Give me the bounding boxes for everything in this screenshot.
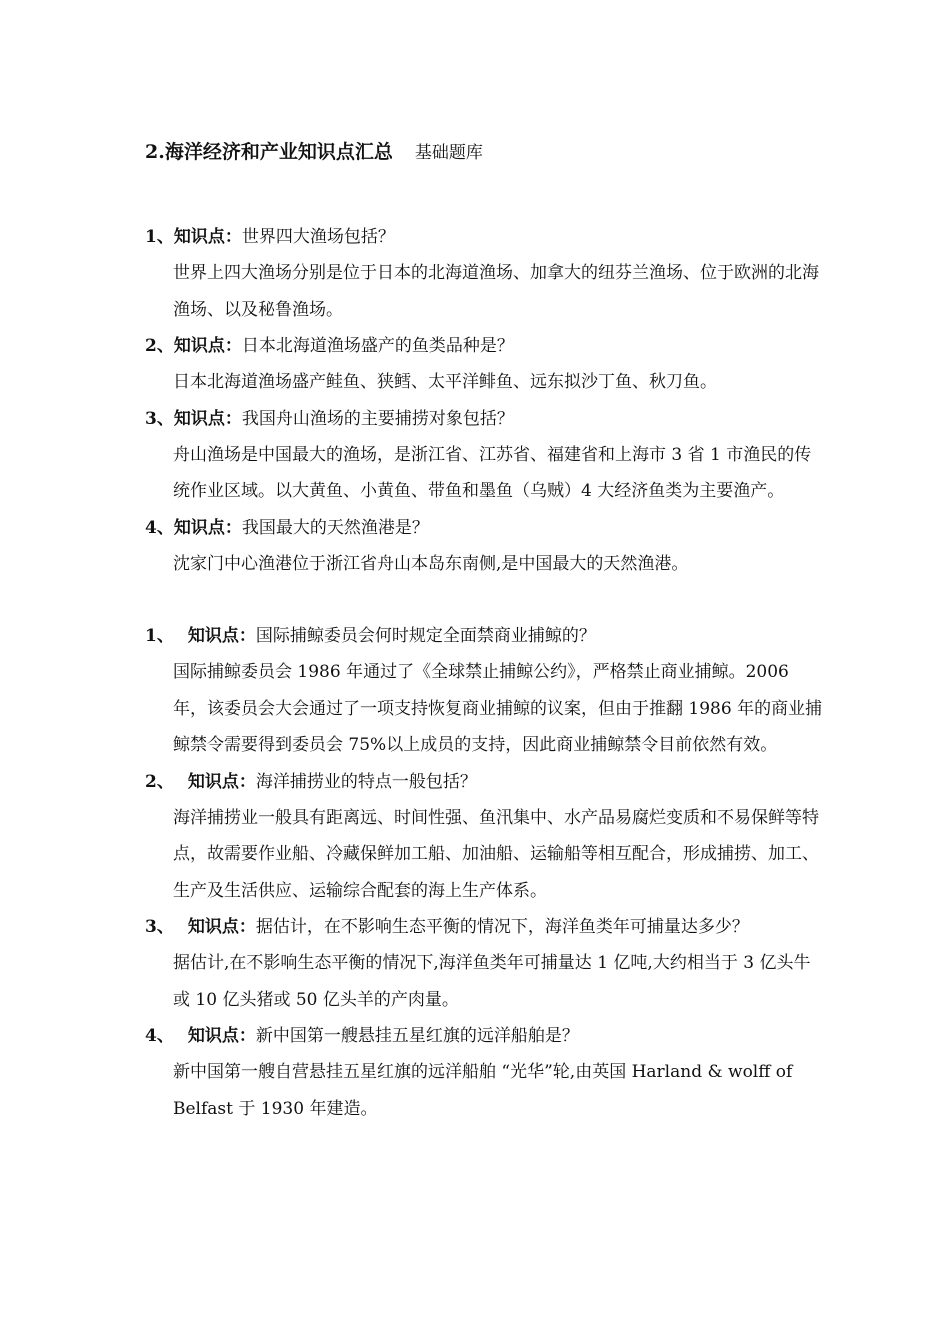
question-line: [145, 510, 825, 546]
question-line: [145, 909, 825, 945]
question-number: 3、: [145, 408, 174, 429]
question-text: 世界四大渔场包括？: [241, 227, 395, 247]
page-subtitle: 基础题库: [414, 143, 483, 163]
question-line: [145, 618, 825, 654]
question-number: 1、: [145, 227, 174, 247]
answer-text: 国际捕鲸委员会 1986 年通过了《全球禁止捕鲸公约》，严格禁止商业捕鲸。2006 年，该委员会大会通过了一项支持恢复商业捕鲸的议案，但由于推翻 1986 年的商业捕鲸禁令需要得到委员会 75%以上成员的支持，因此商业捕鲸禁令目前依然有效。: [173, 662, 823, 755]
question-label: 知识点：: [187, 1026, 256, 1046]
question-text: 我国舟山渔场的主要捕捞对象包括？: [241, 408, 514, 429]
question-line: [145, 219, 825, 255]
answer-text: 世界上四大渔场分别是位于日本的北海道渔场、加拿大的纽芬兰渔场、位于欧洲的北海渔场、以及秘鲁渔场。: [173, 263, 819, 320]
qa-item: [145, 1018, 825, 1127]
question-text: 国际捕鲸委员会何时规定全面禁商业捕鲸的？: [255, 626, 596, 646]
answer-text: 沈家门中心渔港位于浙江省舟山本岛东南侧,是中国最大的天然渔港。: [173, 553, 689, 574]
question-line: [145, 764, 825, 800]
qa-item: [145, 618, 825, 764]
question-group-1: [145, 219, 825, 582]
question-label: 知识点：: [187, 771, 256, 792]
question-label: 知识点：: [173, 227, 242, 247]
question-label: 知识点：: [173, 408, 242, 429]
question-number: 4、: [145, 1026, 174, 1046]
answer-text: 海洋捕捞业一般具有距离远、时间性强、鱼汛集中、水产品易腐烂变质和不易保鲜等特点，故需要作业船、冷藏保鲜加工船、加油船、运输船等相互配合，形成捕捞、加工、生产及生活供应、运输综合配套的海上生产体系。: [173, 807, 819, 901]
answer-text: 日本北海道渔场盛产鲑鱼、狭鳕、太平洋鲱鱼、远东拟沙丁鱼、秋刀鱼。: [173, 372, 717, 392]
question-text: 日本北海道渔场盛产的鱼类品种是？: [241, 336, 514, 356]
question-label: 知识点：: [187, 917, 256, 937]
answer-text: 新中国第一艘自营悬挂五星红旗的远洋船舶 “光华”轮,由英国 Harland & wolff of Belfast 于 1930 年建造。: [173, 1062, 793, 1119]
question-line: [145, 1018, 825, 1054]
qa-item: [145, 219, 825, 328]
qa-item: [145, 328, 825, 401]
question-text: 新中国第一艘悬挂五星红旗的远洋船舶是？: [255, 1026, 579, 1046]
question-number: 2、: [145, 336, 174, 356]
question-group-2: [145, 618, 825, 1127]
document-body: [145, 219, 825, 1127]
question-label: 知识点：: [187, 626, 256, 646]
question-number: 2、: [145, 771, 174, 792]
question-number: 3、: [145, 917, 174, 937]
document-header: [145, 138, 483, 167]
question-line: [145, 401, 825, 437]
qa-item: [145, 909, 825, 1018]
answer-text: 舟山渔场是中国最大的渔场，是浙江省、江苏省、福建省和上海市 3 省 1 市渔民的传统作业区域。以大黄鱼、小黄鱼、带鱼和墨鱼（乌贼）4 大经济鱼类为主要渔产。: [173, 444, 812, 501]
answer-text: 据估计,在不影响生态平衡的情况下,海洋鱼类年可捕量达 1 亿吨,大约相当于 3 亿头牛或 10 亿头猪或 50 亿头羊的产肉量。: [173, 953, 811, 1010]
question-line: [145, 328, 825, 364]
question-text: 海洋捕捞业的特点一般包括？: [255, 771, 477, 792]
question-number: 1、: [145, 626, 174, 646]
question-label: 知识点：: [173, 336, 242, 356]
qa-item: [145, 401, 825, 510]
question-text: 据估计，在不影响生态平衡的情况下，海洋鱼类年可捕量达多少？: [255, 917, 749, 937]
qa-item: [145, 764, 825, 910]
qa-item: [145, 510, 825, 583]
question-label: 知识点：: [173, 517, 242, 538]
question-number: 4、: [145, 517, 174, 538]
question-text: 我国最大的天然渔港是？: [241, 517, 429, 538]
page-title: 2.海洋经济和产业知识点汇总: [145, 141, 393, 163]
